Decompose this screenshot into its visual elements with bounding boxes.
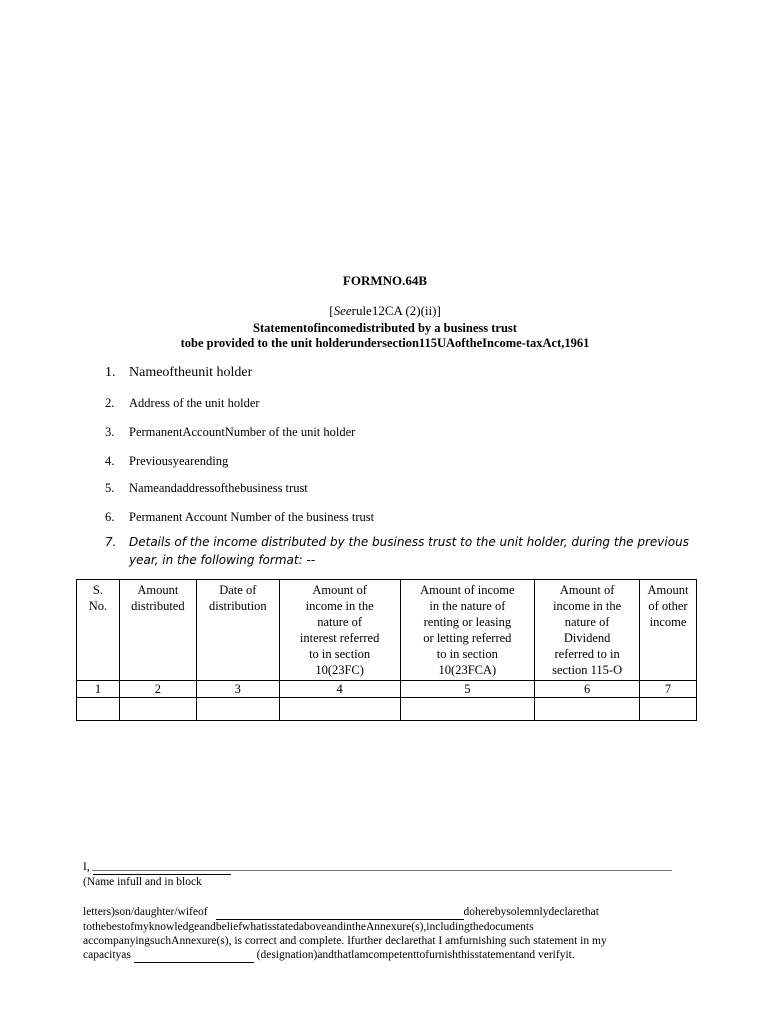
header-date-of-distribution: Date of distribution — [196, 580, 279, 681]
declaration-line-4: tothebestofmyknowledgeandbeliefwhatisstatedaboveandintheAnnexure(s),includingthedocuments — [83, 921, 534, 933]
table-cell[interactable] — [535, 698, 640, 721]
table-cell[interactable] — [279, 698, 400, 721]
item-number: 3. — [105, 425, 115, 439]
table-row[interactable] — [77, 698, 697, 721]
declaration-line-3 — [83, 905, 599, 920]
declaration-competent: (designation)andthatlamcompetenttofurnishthisstatementand verifyit. — [256, 949, 575, 961]
item7-line-1: Details of the income distributed by the business trust to the unit holder, during the previous — [129, 535, 689, 549]
column-number: 5 — [400, 681, 535, 698]
item-5 — [105, 481, 308, 496]
income-table — [76, 579, 697, 721]
declaration-capacity: capacityas — [83, 949, 131, 961]
header-dividend-income: Amount of income in the nature of Dividend referred to in section 115-O — [535, 580, 640, 681]
item-label: PermanentAccountNumber of the unit holder — [129, 425, 356, 439]
item-1 — [105, 365, 252, 381]
item-label: Address of the unit holder — [129, 396, 260, 410]
declaration-line-2: (Name infull and in block — [83, 876, 202, 888]
table-cell[interactable] — [640, 698, 697, 721]
column-number: 2 — [119, 681, 196, 698]
form-title: FORMNO.64B — [342, 273, 428, 288]
item7-line-2: year, in the following format: -- — [129, 553, 316, 567]
column-number: 3 — [196, 681, 279, 698]
column-number: 6 — [535, 681, 640, 698]
table-cell[interactable] — [196, 698, 279, 721]
rule-reference — [0, 303, 770, 319]
column-number: 1 — [77, 681, 120, 698]
header-renting-income: Amount of income in the nature of renting or leasing or letting referred to in section 10(23FCA) — [400, 580, 535, 681]
table-cell[interactable] — [400, 698, 535, 721]
table-cell[interactable] — [77, 698, 120, 721]
column-number: 7 — [640, 681, 697, 698]
item-label: Permanent Account Number of the business trust — [129, 510, 375, 524]
declaration-line-5: accompanyingsuchAnnexure(s), is correct and complete. Ifurther declarethat I amfurnishing such statement in my — [83, 935, 607, 947]
item-label: Nameoftheunit holder — [129, 365, 253, 380]
item-label: Nameandaddressofthebusiness trust — [129, 481, 308, 495]
rule-prefix: [ — [329, 303, 334, 318]
declaration-solemn: doherebysolemnlydeclarethat — [463, 906, 599, 918]
item-7 — [105, 533, 705, 569]
item-number: 5. — [105, 481, 115, 495]
column-number: 4 — [279, 681, 400, 698]
header-amount-distributed: Amount distributed — [119, 580, 196, 681]
declaration-i: I, — [83, 861, 90, 873]
item-number: 4. — [105, 454, 115, 468]
item-6 — [105, 510, 374, 525]
designation-blank[interactable] — [134, 962, 254, 963]
table-cell[interactable] — [119, 698, 196, 721]
item-label: Previousyearending — [129, 454, 229, 468]
rule-text: rule12CA (2)(ii)] — [351, 303, 441, 318]
declaration-line-1 — [83, 860, 231, 875]
item-3 — [105, 425, 355, 440]
declaration-relation: letters)son/daughter/wifeof — [83, 906, 208, 918]
item-number: 6. — [105, 510, 115, 524]
declaration-line-6 — [83, 948, 575, 963]
rule-see: See — [333, 303, 352, 318]
item-number: 1. — [105, 365, 116, 380]
table-column-number-row — [77, 681, 697, 698]
header-other-income: Amount of other income — [640, 580, 697, 681]
subtitle-line-2: tobe provided to the unit holderundersection115UAoftheIncome-taxAct,1961 — [180, 336, 590, 350]
item-number: 7. — [105, 535, 117, 549]
subtitle-line-1: Statementofincomedistributed by a business trust — [253, 321, 517, 335]
table-header-row — [77, 580, 697, 681]
item-number: 2. — [105, 396, 115, 410]
item-2 — [105, 396, 260, 411]
header-interest-income: Amount of income in the nature of interest referred to in section 10(23FC) — [279, 580, 400, 681]
header-sno: S. No. — [77, 580, 120, 681]
item-4 — [105, 454, 228, 469]
